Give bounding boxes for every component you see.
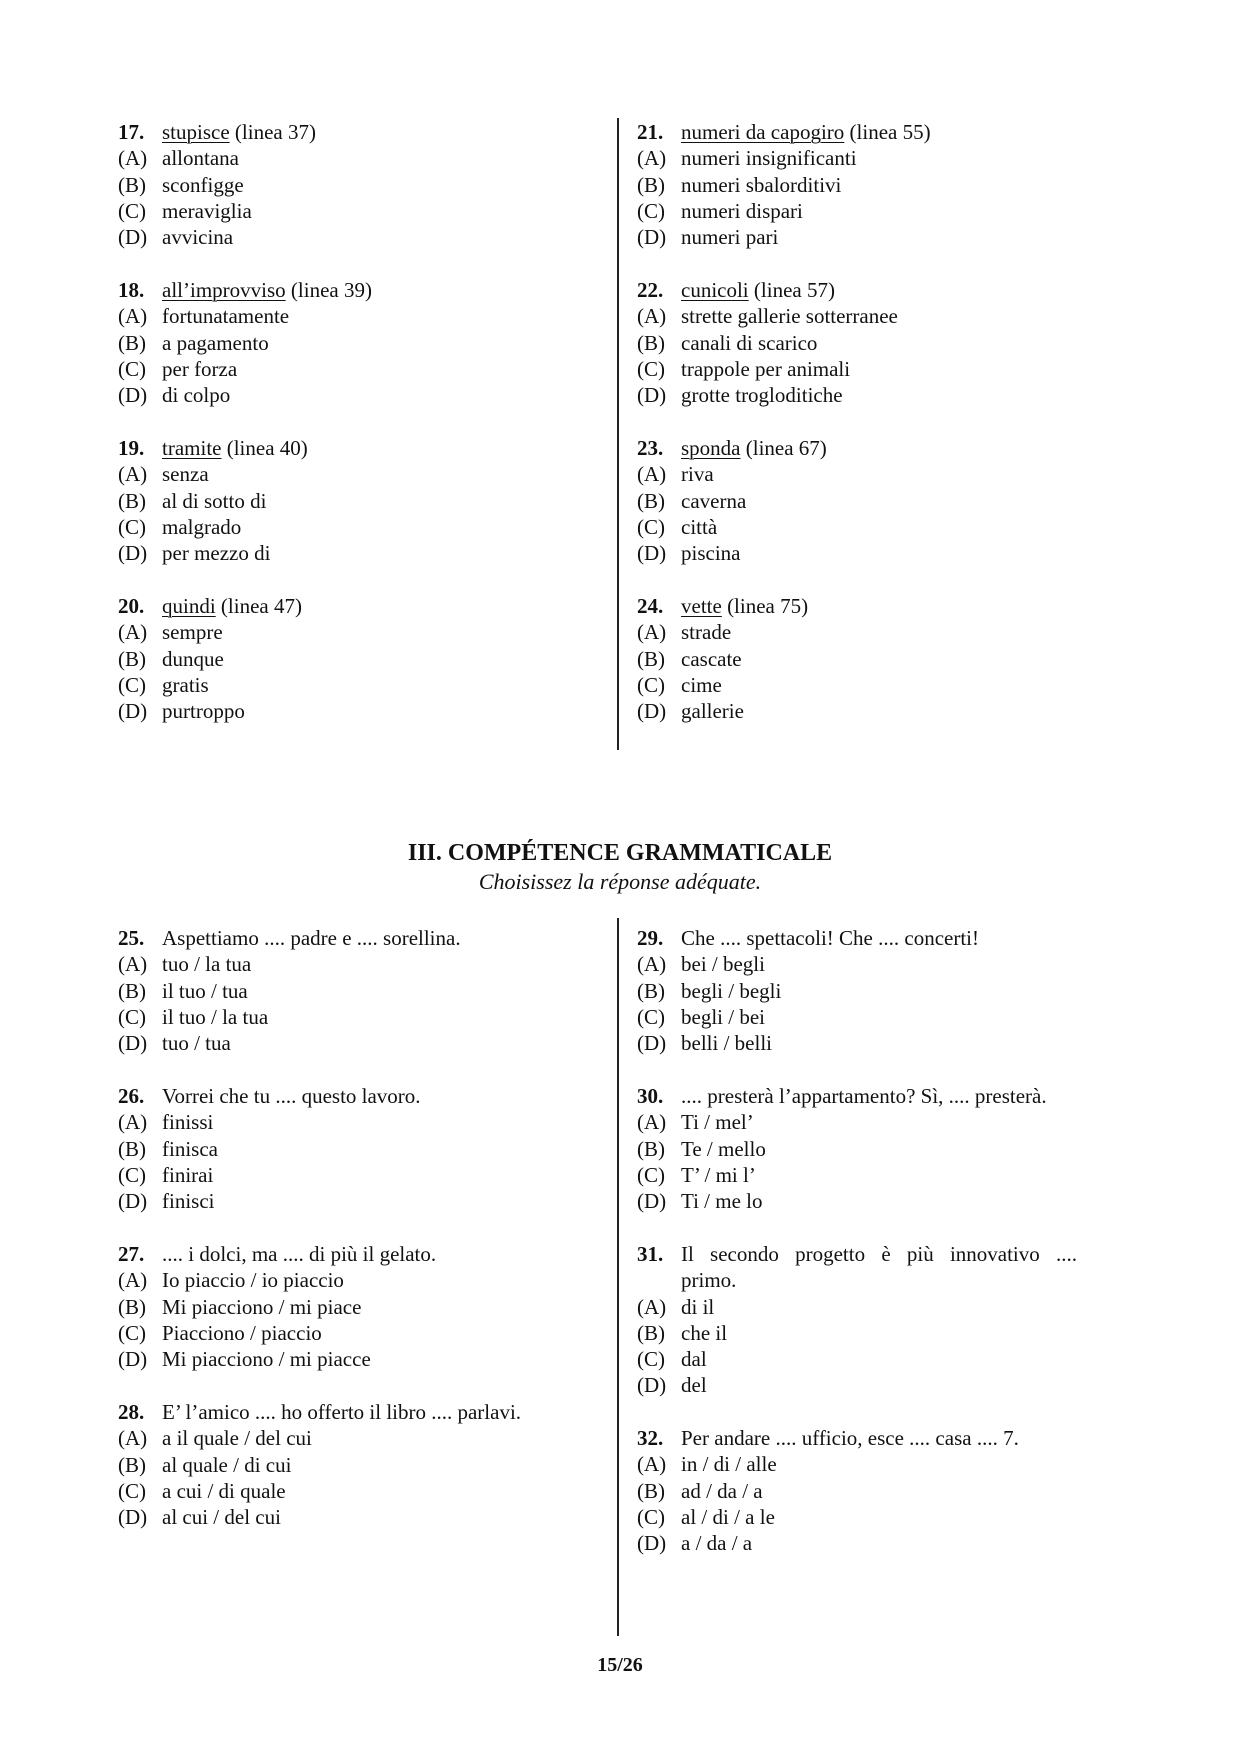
option-text: numeri pari <box>681 225 779 250</box>
option-text: begli / begli <box>681 978 782 1003</box>
option-text: il tuo / la tua <box>162 1004 269 1029</box>
option-text: T’ / mi l’ <box>681 1162 756 1187</box>
option-label: (D) <box>637 1373 667 1398</box>
option-label: (A) <box>118 1426 148 1451</box>
question-stem: Che .... spettacoli! Che .... concerti! <box>681 926 979 950</box>
column-divider-bottom <box>617 918 619 1636</box>
option-text: cascate <box>681 646 742 671</box>
question-stem: Aspettiamo .... padre e .... sorellina. <box>162 926 461 950</box>
option-text: che il <box>681 1320 728 1345</box>
keyword: cunicoli <box>681 278 749 302</box>
option-label: (B) <box>637 1136 665 1161</box>
option-label: (D) <box>637 1031 667 1056</box>
keyword: all’improvviso <box>162 278 286 302</box>
option-text: avvicina <box>162 225 234 250</box>
section-title: III. COMPÉTENCE GRAMMATICALE <box>407 840 833 866</box>
option-text: caverna <box>681 488 747 513</box>
option-label: (B) <box>637 172 665 197</box>
question-number: 32. <box>637 1426 664 1450</box>
option-text: a / da / a <box>681 1531 753 1556</box>
option-label: (B) <box>118 1452 146 1477</box>
column-divider-top <box>617 118 619 750</box>
option-label: (C) <box>118 356 146 381</box>
question-27 <box>118 1241 558 1372</box>
option-label: (A) <box>118 304 148 329</box>
option-label: (D) <box>118 1347 148 1372</box>
option-label: (C) <box>637 356 665 381</box>
option-text: piscina <box>681 541 741 566</box>
question-stem: Per andare .... ufficio, esce .... casa .... 7. <box>681 1426 1019 1450</box>
keyword: quindi <box>162 594 216 618</box>
option-text: a il quale / del cui <box>162 1426 312 1451</box>
option-text: numeri sbalorditivi <box>681 172 842 197</box>
question-stem: Vorrei che tu .... questo lavoro. <box>162 1084 421 1108</box>
question-number: 28. <box>118 1400 145 1424</box>
option-label: (B) <box>118 488 146 513</box>
option-text: allontana <box>162 146 239 171</box>
option-label: (D) <box>637 383 667 408</box>
option-label: (A) <box>118 1110 148 1135</box>
option-text: per forza <box>162 356 238 381</box>
question-number: 31. <box>637 1242 664 1266</box>
question-26 <box>118 1083 558 1214</box>
option-label: (C) <box>637 1504 665 1529</box>
option-text: in / di / alle <box>681 1452 777 1477</box>
option-label: (A) <box>637 146 667 171</box>
option-label: (B) <box>118 1294 146 1319</box>
option-text: senza <box>162 462 209 487</box>
option-label: (B) <box>118 172 146 197</box>
option-text: trappole per animali <box>681 356 851 381</box>
question-17 <box>118 119 558 250</box>
question-21 <box>637 119 1077 250</box>
option-label: (B) <box>637 488 665 513</box>
option-text: di colpo <box>162 383 231 408</box>
keyword: stupisce <box>162 120 230 144</box>
option-text: finirai <box>162 1162 214 1187</box>
option-label: (D) <box>118 699 148 724</box>
option-text: strade <box>681 620 732 645</box>
option-text: belli / belli <box>681 1031 772 1056</box>
option-text: il tuo / tua <box>162 978 248 1003</box>
line-ref: (linea 47) <box>215 594 302 618</box>
option-label: (C) <box>118 1320 146 1345</box>
line-ref: (linea 39) <box>285 278 372 302</box>
question-stem: E’ l’amico .... ho offerto il libro .... parlavi. <box>162 1400 522 1424</box>
option-label: (C) <box>118 1162 146 1187</box>
option-label: (C) <box>118 514 146 539</box>
option-label: (B) <box>637 978 665 1003</box>
option-text: sconfigge <box>162 172 244 197</box>
option-label: (B) <box>118 1136 146 1161</box>
keyword: vette <box>681 594 722 618</box>
option-label: (C) <box>118 198 146 223</box>
option-text: tuo / tua <box>162 1031 231 1056</box>
option-label: (C) <box>118 672 146 697</box>
keyword: numeri da capogiro <box>681 120 845 144</box>
option-label: (A) <box>118 146 148 171</box>
option-text: cime <box>681 672 722 697</box>
option-label: (D) <box>118 1031 148 1056</box>
question-stem: .... i dolci, ma .... di più il gelato. <box>162 1242 437 1266</box>
option-label: (B) <box>637 1478 665 1503</box>
question-22 <box>637 277 1077 408</box>
question-number: 25. <box>118 926 145 950</box>
option-label: (B) <box>637 330 665 355</box>
option-text: di il <box>681 1294 715 1319</box>
option-label: (B) <box>637 1320 665 1345</box>
option-label: (D) <box>637 225 667 250</box>
question-number: 19. <box>118 436 145 460</box>
question-29 <box>637 925 1077 1056</box>
option-label: (D) <box>118 1189 148 1214</box>
question-30 <box>637 1083 1077 1214</box>
option-label: (D) <box>637 1189 667 1214</box>
option-text: del <box>681 1373 707 1398</box>
option-text: numeri insignificanti <box>681 146 857 171</box>
option-text: gratis <box>162 672 209 697</box>
option-text: sempre <box>162 620 223 645</box>
option-label: (A) <box>118 462 148 487</box>
question-number: 30. <box>637 1084 664 1108</box>
option-text: dal <box>681 1347 707 1372</box>
option-label: (D) <box>637 541 667 566</box>
question-number: 18. <box>118 278 145 302</box>
line-ref: (linea 55) <box>844 120 931 144</box>
option-label: (A) <box>118 952 148 977</box>
option-label: (B) <box>118 978 146 1003</box>
question-number: 17. <box>118 120 145 144</box>
option-label: (C) <box>118 1478 146 1503</box>
question-number: 20. <box>118 594 145 618</box>
question-number: 22. <box>637 278 664 302</box>
option-label: (D) <box>118 225 148 250</box>
option-text: tuo / la tua <box>162 952 252 977</box>
option-text: fortunatamente <box>162 304 290 329</box>
option-label: (A) <box>637 620 667 645</box>
question-number: 27. <box>118 1242 145 1266</box>
option-text: numeri dispari <box>681 198 803 223</box>
option-text: a pagamento <box>162 330 269 355</box>
option-text: riva <box>681 462 714 487</box>
question-32 <box>637 1425 1077 1556</box>
keyword: sponda <box>681 436 741 460</box>
line-ref: (linea 67) <box>740 436 827 460</box>
question-number: 24. <box>637 594 664 618</box>
option-text: finissi <box>162 1110 214 1135</box>
option-text: bei / begli <box>681 952 765 977</box>
option-label: (A) <box>637 1110 667 1135</box>
page-number: 15/26 <box>597 1654 643 1676</box>
option-label: (B) <box>118 330 146 355</box>
option-label: (C) <box>637 514 665 539</box>
option-text: per mezzo di <box>162 541 271 566</box>
question-24 <box>637 593 1077 724</box>
question-19 <box>118 435 558 566</box>
option-text: al quale / di cui <box>162 1452 292 1477</box>
option-text: Mi piacciono / mi piacce <box>162 1347 371 1372</box>
question-20 <box>118 593 558 724</box>
question-number: 29. <box>637 926 664 950</box>
option-label: (B) <box>118 646 146 671</box>
option-label: (D) <box>118 1505 148 1530</box>
line-ref: (linea 37) <box>229 120 316 144</box>
option-text: al di sotto di <box>162 488 267 513</box>
option-label: (A) <box>118 620 148 645</box>
question-28 <box>118 1399 558 1530</box>
option-label: (C) <box>118 1004 146 1029</box>
option-text: Mi piacciono / mi piace <box>162 1294 362 1319</box>
option-label: (A) <box>637 952 667 977</box>
option-label: (C) <box>637 672 665 697</box>
option-label: (B) <box>637 646 665 671</box>
question-number: 26. <box>118 1084 145 1108</box>
option-label: (A) <box>637 1294 667 1319</box>
question-stem: Il secondo progetto è più innovativo .... <box>681 1242 1077 1266</box>
option-text: al / di / a le <box>681 1504 775 1529</box>
option-text: malgrado <box>162 514 242 539</box>
option-label: (C) <box>637 198 665 223</box>
option-text: gallerie <box>681 699 744 724</box>
option-label: (D) <box>118 541 148 566</box>
option-text: Io piaccio / io piaccio <box>162 1268 344 1293</box>
option-text: città <box>681 514 718 539</box>
option-label: (A) <box>637 304 667 329</box>
option-text: a cui / di quale <box>162 1478 286 1503</box>
option-label: (A) <box>637 462 667 487</box>
option-label: (C) <box>637 1347 665 1372</box>
option-text: Ti / mel’ <box>681 1110 754 1135</box>
question-23 <box>637 435 1077 566</box>
option-text: finisci <box>162 1189 215 1214</box>
option-label: (D) <box>637 699 667 724</box>
section-instructions: Choisissez la réponse adéquate. <box>478 869 762 894</box>
option-text: Piacciono / piaccio <box>162 1320 322 1345</box>
question-number: 21. <box>637 120 664 144</box>
option-text: al cui / del cui <box>162 1505 281 1530</box>
option-text: strette gallerie sotterranee <box>681 304 898 329</box>
question-25 <box>118 925 558 1056</box>
option-label: (C) <box>637 1004 665 1029</box>
option-text: Te / mello <box>681 1136 766 1161</box>
line-ref: (linea 57) <box>748 278 835 302</box>
line-ref: (linea 40) <box>221 436 308 460</box>
option-text: canali di scarico <box>681 330 818 355</box>
question-stem: .... presterà l’appartamento? Sì, .... presterà. <box>681 1084 1047 1108</box>
option-text: dunque <box>162 646 224 671</box>
option-label: (D) <box>637 1531 667 1556</box>
option-label: (A) <box>118 1268 148 1293</box>
option-text: finisca <box>162 1136 218 1161</box>
keyword: tramite <box>162 436 222 460</box>
option-text: Ti / me lo <box>681 1189 763 1214</box>
option-text: ad / da / a <box>681 1478 763 1503</box>
question-31 <box>637 1241 1077 1399</box>
option-text: meraviglia <box>162 198 252 223</box>
option-text: grotte trogloditiche <box>681 383 843 408</box>
line-ref: (linea 75) <box>721 594 809 618</box>
option-text: purtroppo <box>162 699 245 724</box>
question-stem-continuation: primo. <box>681 1268 737 1293</box>
option-text: begli / bei <box>681 1004 765 1029</box>
option-label: (D) <box>118 383 148 408</box>
question-number: 23. <box>637 436 664 460</box>
option-label: (A) <box>637 1452 667 1477</box>
question-18 <box>118 277 558 408</box>
option-label: (C) <box>637 1162 665 1187</box>
